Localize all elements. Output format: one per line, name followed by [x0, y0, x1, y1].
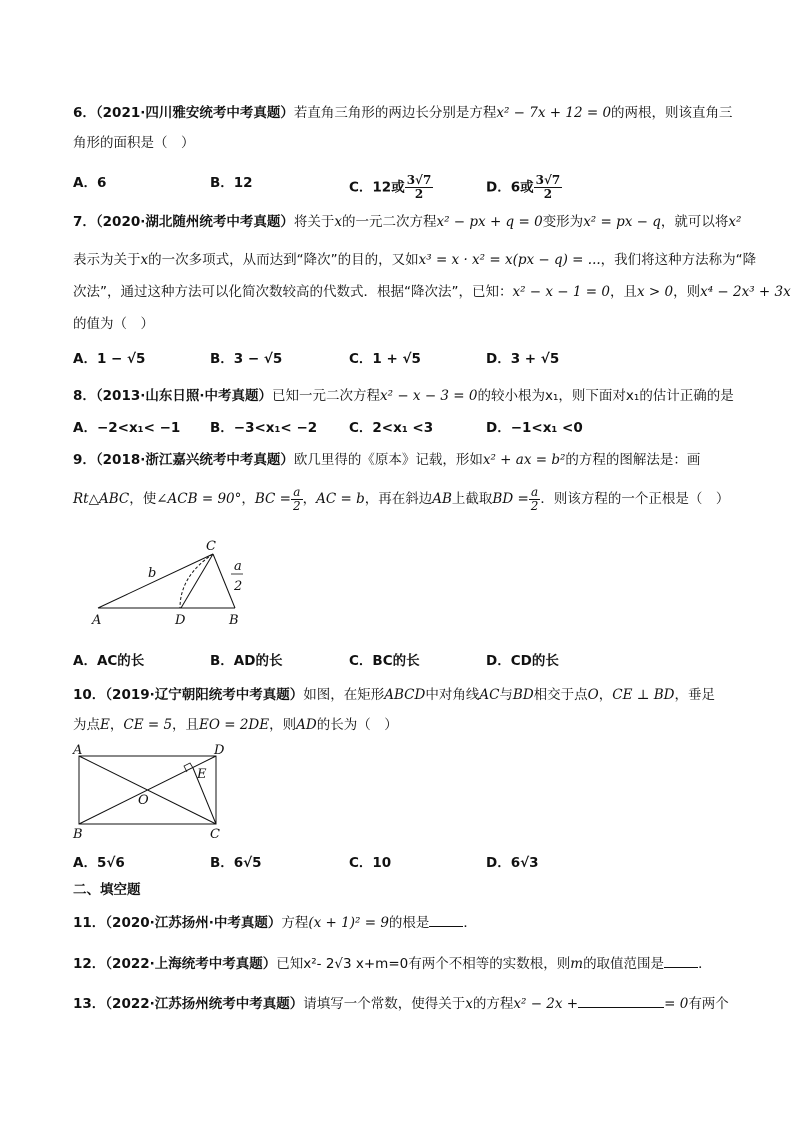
fraction-numerator: 3√7 — [535, 173, 561, 187]
q7-equation: x² − x − 1 = 0 — [512, 284, 610, 300]
q13-text: 的方程 — [472, 996, 514, 1012]
q7-text: 的一元二次方程 — [341, 214, 437, 230]
q11-answer-blank[interactable] — [429, 914, 463, 927]
q11-line-1 — [73, 914, 477, 932]
q9-label-a: A — [92, 613, 102, 628]
fraction-numerator: 3√7 — [406, 173, 432, 187]
q10-text: ， — [109, 717, 124, 733]
q7-var: x² — [728, 214, 742, 230]
q9-bd-fraction — [529, 486, 541, 513]
q7-option-a[interactable]: A．1 − √5 — [73, 351, 146, 367]
fraction-denominator: 2 — [530, 498, 539, 513]
q10-option-c[interactable]: C．10 — [349, 855, 392, 871]
q7-options — [73, 350, 753, 370]
q10-text: 中对角线 — [425, 687, 480, 703]
q8-option-d[interactable]: D．−1<x₁ <0 — [486, 420, 583, 436]
q7-number: 7． — [73, 214, 96, 230]
q7-text: 次法”，通过这种方法可以化简次数较高的代数式．根据“降次法”，已知： — [73, 284, 513, 300]
q9-label-b-side: b — [148, 566, 157, 581]
q10-label-c: C — [210, 827, 220, 842]
q8-number: 8． — [73, 388, 96, 404]
q10-var: E — [100, 717, 110, 733]
q7-equation: x² = px − q — [583, 214, 661, 230]
q6-option-b[interactable]: B．12 — [210, 175, 253, 191]
q9-segment-cd — [181, 554, 213, 608]
q6-line-1 — [73, 104, 733, 122]
q6-options — [73, 170, 753, 201]
q9-label-frac-num: a — [234, 559, 242, 574]
q7-var: x — [334, 214, 342, 230]
q10-number: 10． — [73, 687, 106, 703]
q10-label-b: B — [73, 827, 83, 842]
q7-text: 的一次多项式，从而达到“降次”的目的，又如 — [148, 252, 419, 268]
q8-option-c[interactable]: C．2<x₁ <3 — [349, 420, 434, 436]
fraction-numerator: a — [291, 486, 303, 500]
q10-var: O — [587, 687, 599, 703]
q9-text: ，再在斜边 — [364, 491, 433, 507]
q6-option-c-fraction — [405, 174, 434, 201]
section-title: 二、填空题 — [73, 882, 141, 898]
q8-var: x₁ — [625, 388, 640, 404]
q7-line-3 — [73, 283, 791, 301]
q9-var: Rt△ABC — [73, 491, 130, 507]
q8-text: 已知一元二次方程 — [272, 388, 380, 404]
q7-text: ，就可以将 — [660, 214, 729, 230]
q10-label-a: A — [73, 743, 83, 758]
q7-line-4 — [73, 315, 154, 333]
q8-equation: x² − x − 3 = 0 — [380, 388, 478, 404]
q9-option-d[interactable]: D．CD的长 — [486, 653, 559, 669]
q10-rectangle-figure — [68, 742, 238, 842]
q9-side-bc — [213, 554, 235, 608]
q13-line-1 — [73, 995, 729, 1013]
q9-bc-fraction — [291, 486, 303, 513]
q10-text: 相交于点 — [533, 687, 588, 703]
q7-text: 将关于 — [293, 214, 335, 230]
q12-equation: x²- 2√3 x+m=0 — [303, 956, 409, 972]
q9-text: ， — [241, 491, 255, 507]
q12-var: m — [570, 956, 584, 972]
q10-text: 与 — [499, 687, 513, 703]
q9-number: 9． — [73, 452, 96, 468]
q9-source: （2018·浙江嘉兴统考中考真题） — [95, 452, 294, 468]
q6-text: 角形的面积是（ ） — [73, 135, 195, 151]
q7-equation: x > 0 — [636, 284, 674, 300]
q9-side-ac — [98, 554, 213, 608]
q6-option-d-label: D．6或 — [486, 179, 534, 196]
q9-label-d: D — [175, 613, 186, 628]
q8-line-1 — [73, 387, 734, 405]
q7-equation: x⁴ − 2x³ + 3x — [700, 284, 791, 300]
q9-text: ．则该方程的一个正根是（ ） — [540, 491, 730, 507]
q8-options — [73, 419, 753, 439]
q11-equation: (x + 1)² = 9 — [308, 915, 389, 931]
q12-text: 的取值范围是 — [583, 956, 665, 972]
q6-source: （2021·四川雅安统考中考真题） — [95, 105, 294, 121]
q12-text: 已知 — [276, 956, 304, 972]
q11-text: 方程 — [281, 915, 309, 931]
q7-source: （2020·湖北随州统考中考真题） — [95, 214, 294, 230]
q10-option-b[interactable]: B．6√5 — [210, 855, 262, 871]
q7-text: 变形为 — [542, 214, 584, 230]
q9-equation: ∠ACB = 90° — [156, 491, 242, 507]
q13-equation: x² − 2x + — [513, 996, 579, 1012]
q10-right-angle-mark — [184, 763, 193, 772]
q7-var: x — [140, 252, 149, 268]
q12-source: （2022·上海统考中考真题） — [105, 956, 277, 972]
q7-option-c[interactable]: C．1 + √5 — [349, 351, 421, 367]
q7-line-1 — [73, 213, 741, 231]
q9-label-b: B — [229, 613, 239, 628]
q7-text: 表示为关于 — [73, 252, 141, 268]
q9-equation: BC = — [254, 491, 291, 507]
q9-text: 欧几里得的《原本》记载，形如 — [293, 452, 483, 468]
q7-text: 的值为（ ） — [73, 316, 154, 332]
q10-option-a[interactable]: A．5√6 — [73, 855, 125, 871]
q6-option-a[interactable]: A．6 — [73, 175, 107, 191]
q11-text: ． — [463, 915, 477, 931]
q12-text: ． — [698, 956, 712, 972]
q9-equation: x² + ax = b² — [482, 452, 566, 468]
q9-label-c: C — [206, 539, 216, 554]
q8-text: 的较小根为 — [477, 388, 545, 404]
q10-var: AD — [296, 717, 317, 733]
q7-option-d[interactable]: D．3 + √5 — [486, 351, 560, 367]
q9-line-1 — [73, 451, 700, 469]
q9-equation: AC = b — [316, 491, 365, 507]
q10-label-o: O — [138, 793, 149, 808]
q10-equation: CE = 5 — [123, 717, 173, 733]
q9-line-2 — [73, 484, 729, 514]
q12-number: 12． — [73, 956, 106, 972]
q6-option-d-fraction — [534, 174, 563, 201]
fraction-denominator: 2 — [292, 498, 301, 513]
q9-var: AB — [432, 491, 452, 507]
q7-equation: x² − px + q = 0 — [436, 214, 543, 230]
q10-text: ，则 — [269, 717, 297, 733]
q10-equation: EO = 2DE — [199, 717, 270, 733]
q7-equation: x³ = x · x² = x(px − q) = ... — [418, 252, 601, 268]
q12-answer-blank[interactable] — [664, 955, 698, 968]
q8-var: x₁ — [545, 388, 559, 404]
q10-label-e: E — [197, 767, 207, 782]
fraction-numerator: a — [529, 486, 541, 500]
q6-option-c[interactable] — [349, 174, 433, 201]
q11-source: （2020·江苏扬州·中考真题） — [105, 915, 282, 931]
q10-label-d: D — [214, 743, 225, 758]
q13-number: 13． — [73, 996, 106, 1012]
q7-text: ，且 — [609, 284, 637, 300]
q6-option-c-label: C．12或 — [349, 179, 405, 196]
q8-source: （2013·山东日照·中考真题） — [95, 388, 272, 404]
q6-option-d[interactable] — [486, 174, 562, 201]
q8-text: 的估计正确的是 — [639, 388, 734, 404]
q12-text: 有两个不相等的实数根，则 — [408, 956, 571, 972]
q9-text: ，使 — [129, 491, 157, 507]
q7-line-2 — [73, 251, 756, 269]
q6-number: 6． — [73, 105, 96, 121]
q10-text: 如图，在矩形 — [303, 687, 385, 703]
q12-line-1 — [73, 955, 712, 973]
q7-text: ，则 — [673, 284, 701, 300]
q8-text: ，则下面对 — [558, 388, 626, 404]
q11-number: 11． — [73, 915, 106, 931]
q10-text: ，垂足 — [674, 687, 715, 703]
fraction-denominator: 2 — [543, 187, 553, 201]
q7-option-b[interactable]: B．3 − √5 — [210, 351, 283, 367]
q10-equation: CE ⊥ BD — [612, 687, 675, 703]
q13-var: x — [465, 996, 473, 1012]
q10-options — [73, 854, 753, 874]
q6-line-2 — [73, 134, 195, 152]
q10-var: ABCD — [384, 687, 426, 703]
q9-options — [73, 652, 753, 672]
q10-line-1 — [73, 686, 715, 704]
q13-equation: = 0 — [664, 996, 689, 1012]
q10-text: ，且 — [172, 717, 200, 733]
q9-text: 上截取 — [451, 491, 493, 507]
q9-triangle-figure — [88, 536, 258, 630]
q9-option-b[interactable]: B．AD的长 — [210, 653, 283, 669]
q13-source: （2022·江苏扬州统考中考真题） — [105, 996, 304, 1012]
q6-equation: x² − 7x + 12 = 0 — [496, 105, 612, 121]
q11-text: 的根是 — [388, 915, 430, 931]
q10-text: 为点 — [73, 717, 100, 733]
q9-equation: BD = — [492, 491, 529, 507]
q9-option-c[interactable]: C．BC的长 — [349, 653, 420, 669]
q10-text: 的长为（ ） — [316, 717, 398, 733]
q9-text: ， — [302, 491, 317, 507]
q13-answer-blank[interactable] — [578, 995, 664, 1008]
q10-source: （2019·辽宁朝阳统考中考真题） — [105, 687, 304, 703]
q10-line-2 — [73, 716, 398, 734]
q10-option-d[interactable]: D．6√3 — [486, 855, 539, 871]
q8-option-a[interactable]: A．−2<x₁< −1 — [73, 420, 181, 436]
q9-text: 的方程的图解法是：画 — [565, 452, 701, 468]
q13-text: 请填写一个常数，使得关于 — [303, 996, 466, 1012]
q13-text: 有两个 — [688, 996, 729, 1012]
q10-var: AC — [479, 687, 500, 703]
q10-var: BD — [512, 687, 534, 703]
q9-label-frac-den: 2 — [234, 579, 243, 594]
q9-option-a[interactable]: A．AC的长 — [73, 653, 145, 669]
q7-text: ，我们将这种方法称为“降 — [600, 252, 757, 268]
q8-option-b[interactable]: B．−3<x₁< −2 — [210, 420, 318, 436]
q6-text: 若直角三角形的两边长分别是方程 — [293, 105, 497, 121]
q10-text: ， — [598, 687, 613, 703]
fraction-denominator: 2 — [414, 187, 424, 201]
q6-text: 的两根，则该直角三 — [611, 105, 733, 121]
